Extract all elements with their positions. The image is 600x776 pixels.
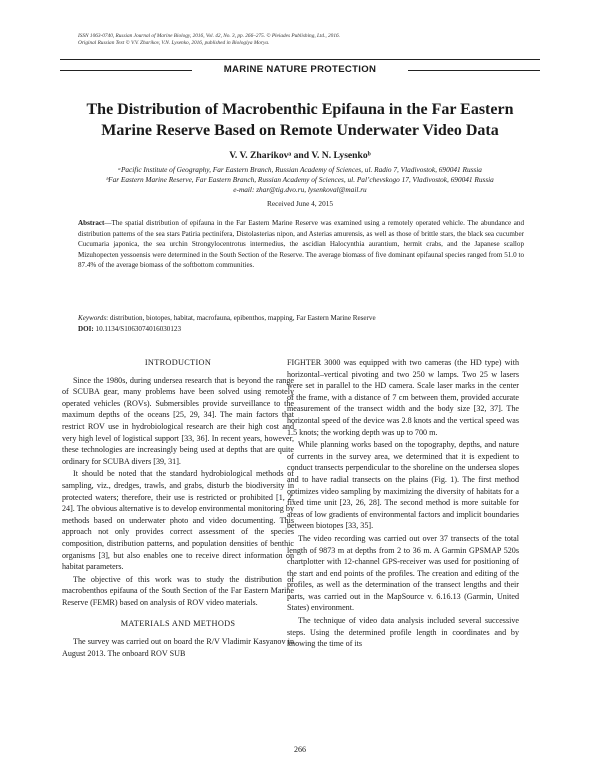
right-paragraph-2: While planning works based on the topography, depths, and nature of currents in the survey area, we determined that it is expedient to conduct transects perpendicular to the shoreline on the undersea slopes and to have radial transects on the plains (Fig. 1). The first method optimizes video sampling by maximizing the diversity of habitats for a fixed time unit [23, 26, 28]. The second method is more suitable for areas of low gradients of environmental factors and implicit boundaries between biotopes [33, 35]. <box>287 440 519 531</box>
section-rule-right <box>408 70 540 71</box>
left-column <box>62 357 294 660</box>
journal-header <box>78 33 548 47</box>
section-rule-left <box>60 70 192 71</box>
top-rule <box>60 59 540 60</box>
methods-heading: MATERIALS AND METHODS <box>120 619 236 629</box>
introduction-heading: INTRODUCTION <box>144 358 212 367</box>
doi-value: 10.1134/S1063074016030123 <box>93 324 181 333</box>
received-date: Received June 4, 2015 <box>266 199 334 208</box>
intro-paragraph-1: Since the 1980s, during undersea research that is beyond the range of SCUBA gear, many problems have been solved using remotely operated vehicles (ROVs). Submersibles provide surveillance to the maximum depths of the oceans [25, 29, 34]. The main factors that restrict ROV use in hydrobiological research are their high cost and very high level of logistical support [33, 36]. In recent years, however, these technologies are increasingly being used at depths that are quite ordinary for SCUBA divers [39, 31]. <box>62 375 294 466</box>
journal-header-line-2: Original Russian Text © V.V. Zharikov, V.N. Lysenko, 2016, published in Biologiya Morya. <box>78 40 270 46</box>
right-paragraph-3: The video recording was carried out over 37 transects of the total length of 9873 m at depths from 2 to 36 m. A Garmin GPSMAP 520s chartplotter with 12-channel GPS-receiver was used for positioning of the start and end points of the profiles. The creation and editing of the profiles, as well as the determination of the transect lengths and their parts, was carried out in the MapSource v. 6.16.13 (Garmin, United States) environment. <box>287 533 519 613</box>
affiliation-a: ᵃPacific Institute of Geography, Far Eastern Branch, Russian Academy of Sciences, ul. Radio 7, Vladivostok, 690041 Russia <box>118 165 482 174</box>
authors: V. V. Zharikovᵃ and V. N. Lysenkoᵇ <box>229 150 371 161</box>
page-number: 266 <box>294 745 306 754</box>
right-paragraph-1: FIGHTER 3000 was equipped with two cameras (the HD type) with horizontal–vertical pivoting and two 250 w lamps. Two 25 w lasers were set in parallel to the HD camera. Scale laser marks in the center of the frame, with a distance of 7 cm between them, provided accurate measurement of the transect width and the body size [32, 37]. The horizontal speed of the device was 2.8 knots and the vertical speed was 1.5 knots; the working depth was up to 700 m. <box>287 358 519 437</box>
keywords-label: Keywords <box>78 314 107 322</box>
section-label: MARINE NATURE PROTECTION <box>223 64 377 75</box>
right-column <box>287 357 519 651</box>
abstract-text: —The spatial distribution of epifauna in the Far Eastern Marine Reserve was examined using a remotely operated vehicle. The abundance and distribution patterns of the sea stars Patiria pectinifera, Distolasterias nipon, and Asterias amurensis, as well as those of brittle stars, the black sea cucumber Cucumaria japonica, the sea urchin Strongylocentrotus intermedius, the ascidian Halocynthia aurantium, hermit crabs, and the Japanese scallop Mizuhopecten yessoensis were determined in the South Section of the Reserve. The average biomass of five dominant epifaunal species ranged from 51.0 to 87.4% of the average biomass of the softbottom communities. <box>78 219 524 270</box>
journal-header-line-1: ISSN 1063-0740, Russian Journal of Marine Biology, 2016, Vol. 42, No. 3, pp. 266–275. © Pleiades Publishing, Ltd., 2016. <box>78 33 340 39</box>
affiliation-b: ᵇFar Eastern Marine Reserve, Far Eastern Branch, Russian Academy of Sciences, ul. Pal’chevskogo 17, Vladivostok, 690041 Russia <box>106 175 494 184</box>
keywords-block <box>78 313 524 334</box>
article-title: The Distribution of Macrobenthic Epifauna in the Far Eastern Marine Reserve Based on Remote Underwater Video Data <box>86 101 514 139</box>
intro-paragraph-2: It should be noted that the standard hydrobiological methods of sampling, viz., dredges, trawls, and grabs, disturb the biodiversity in protected waters; therefore, their use is restricted or prohibited [1, 2, 24]. The obvious alternative is to develop environmental monitoring by methods based on underwater photo and video documenting. This approach not only provides correct assessment of the species composition, distribution patterns, and population densities of benthic organisms [3], but also enables one to receive direct information on habitat parameters. <box>62 469 294 572</box>
abstract-label: Abstract <box>78 219 105 227</box>
right-paragraph-4: The technique of video data analysis included several successive steps. Using the determined profile length in coordinates and by knowing the time of its <box>287 616 519 649</box>
methods-paragraph-1: The survey was carried out on board the R/V Vladimir Kasyanov in August 2013. The onboard ROV SUB <box>62 637 294 658</box>
keywords-text: : distribution, biotopes, habitat, macrofauna, epibenthos, mapping, Far Eastern Marine Reserve <box>106 314 376 322</box>
author-emails: e-mail: zhar@tig.dvo.ru, lysenkoval@mail.ru <box>233 185 367 194</box>
doi-label: DOI: <box>78 324 94 333</box>
intro-paragraph-3: The objective of this work was to study the distribution of macrobenthos epifauna of the South Section of the Far Eastern Marine Reserve (FEMR) based on analysis of ROV video materials. <box>62 574 294 607</box>
abstract <box>78 218 524 271</box>
